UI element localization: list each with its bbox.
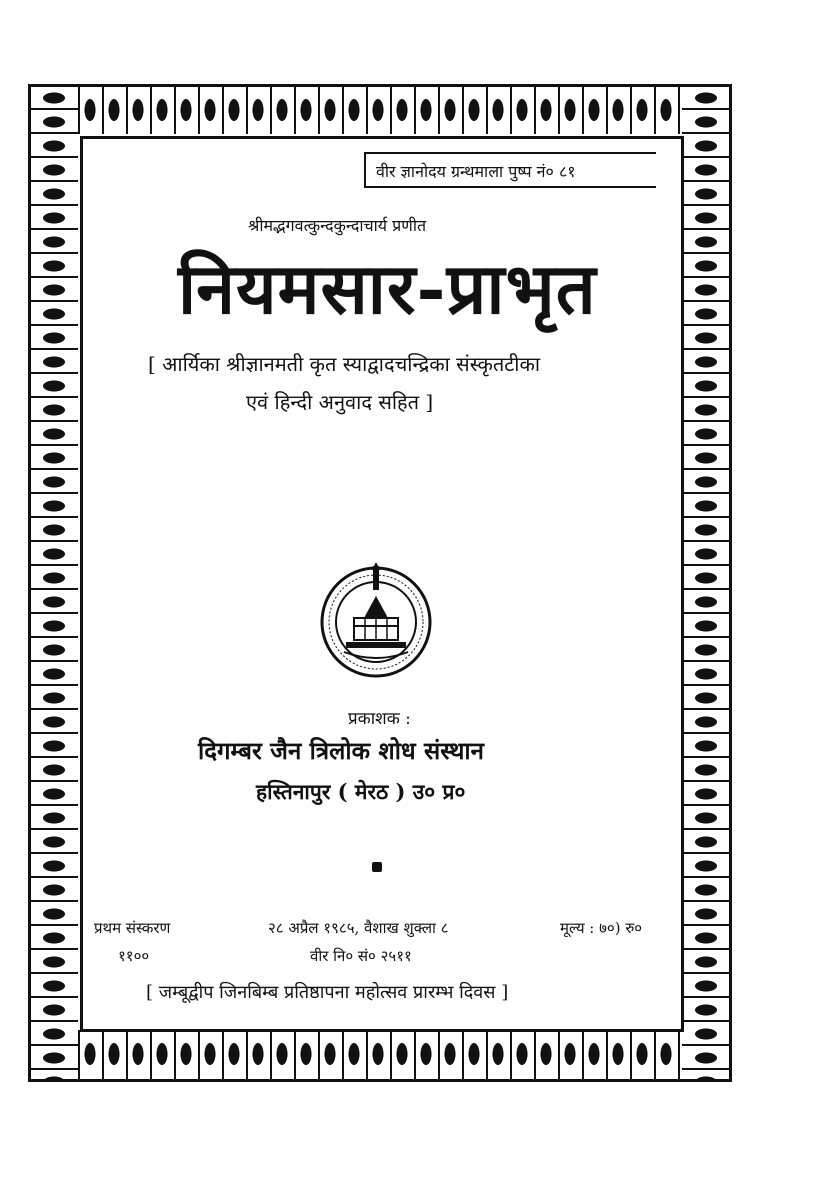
vir-nirvana-year: वीर नि० सं० २५११ [310,947,412,965]
subtitle-line-1: [ आर्यिका श्रीज्ञानमती कृत स्याद्वादचन्द्रिका संस्कृतटीका [148,352,541,376]
publisher-place: हस्तिनापुर ( मेरठ ) उ० प्र० [256,779,466,804]
book-title: नियमसार-प्राभृत [178,247,597,330]
publisher-label: प्रकाशक : [348,709,411,729]
price: मूल्य : ७०) रु० [560,919,643,937]
series-label: वीर ज्ञानोदय ग्रन्थमाला पुष्प नं० ८१ [364,152,656,188]
publication-date: २८ अप्रैल १९८५, वैशाख शुक्ला ८ [268,919,449,937]
institute-seal-icon [316,560,436,680]
author-line: श्रीमद्भगवत्कुन्दकुन्दाचार्य प्रणीत [248,216,427,235]
print-run: ११०० [118,947,150,965]
occasion-note: [ जम्बूद्वीप जिनबिम्ब प्रतिष्ठापना महोत्सव प्रारम्भ दिवस ] [146,982,509,1003]
subtitle-line-2: एवं हिन्दी अनुवाद सहित ] [246,390,434,414]
edition: प्रथम संस्करण [94,919,171,937]
publisher-name: दिगम्बर जैन त्रिलोक शोध संस्थान [198,736,484,765]
separator-dot [372,862,382,872]
